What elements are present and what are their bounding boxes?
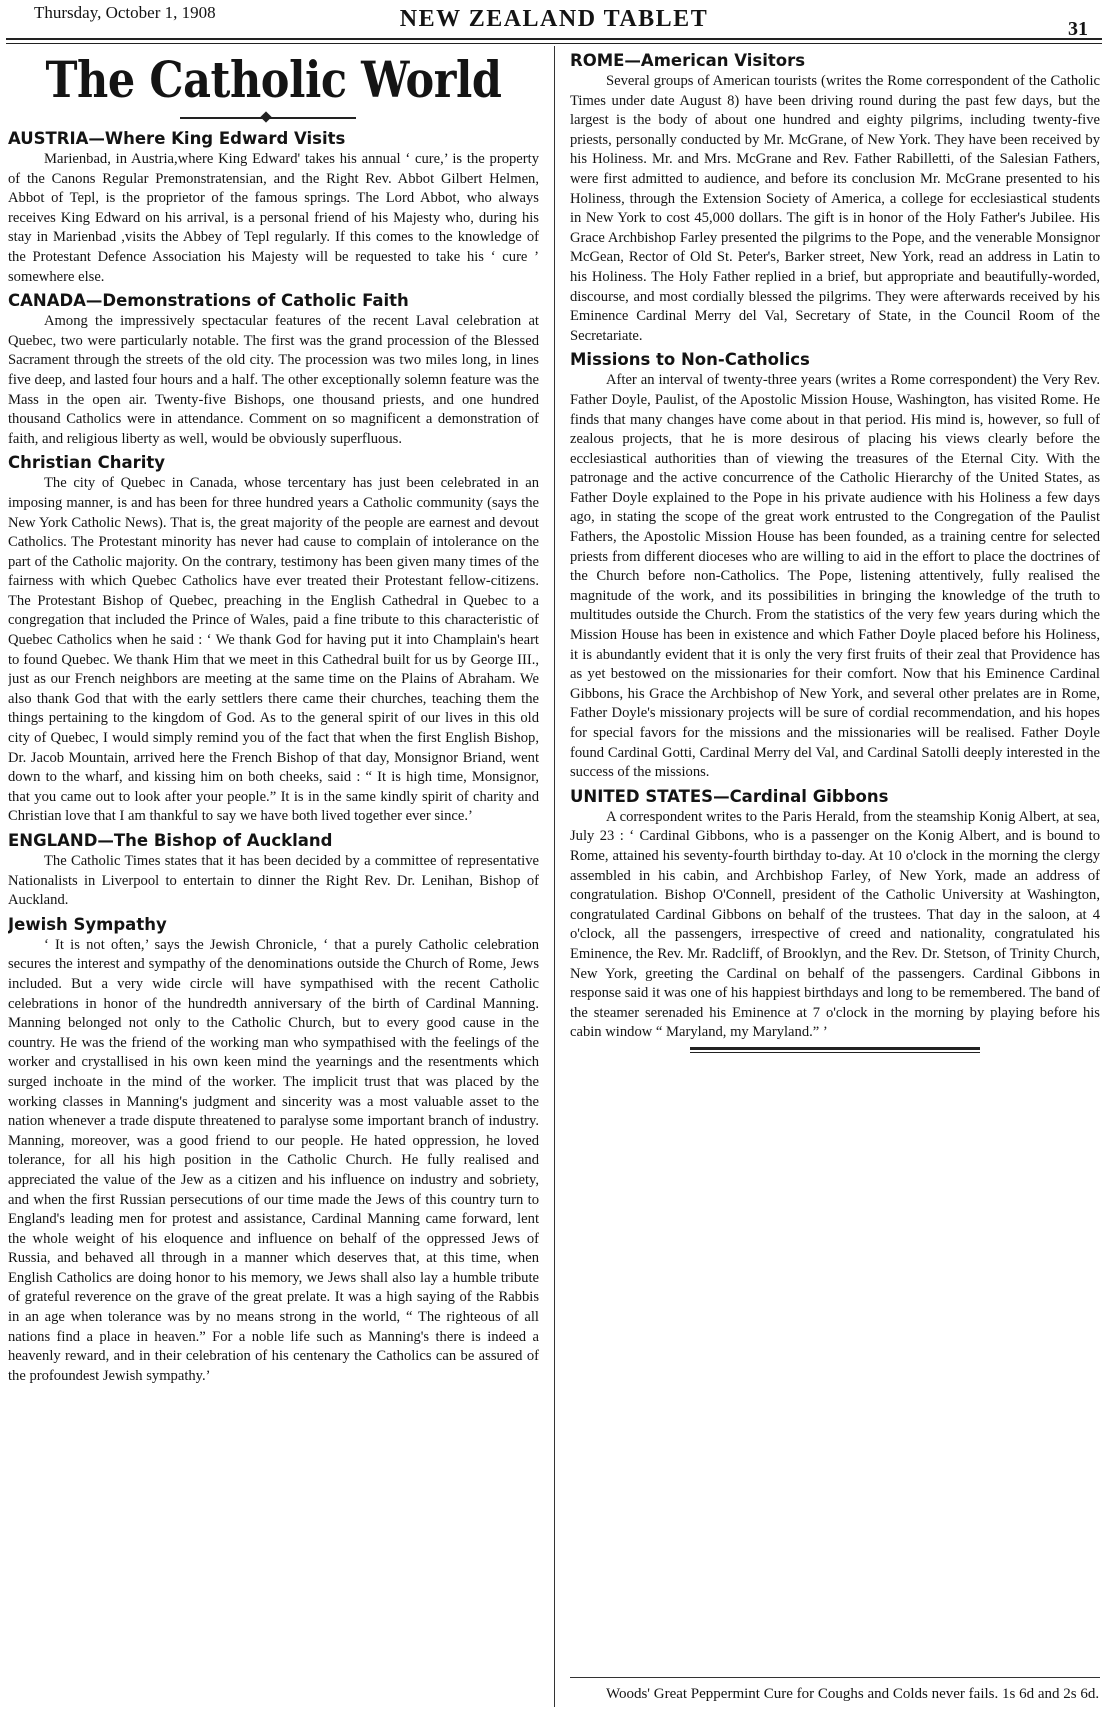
running-header — [6, 2, 1102, 40]
article-heading: ENGLAND—The Bishop of Auckland — [8, 831, 333, 850]
article-heading: CANADA—Demonstrations of Catholic Faith — [8, 291, 409, 311]
header-rule-thin — [6, 43, 1102, 44]
article-paragraph: The Catholic Times states that it has been decided by a committee of representative Nationalists in Liverpool to entertain to dinner the Right Rev. Dr. Lenihan, Bishop of Auckland. — [8, 853, 539, 909]
publication-title: NEW ZEALAND TABLET — [399, 6, 709, 32]
article-england — [8, 830, 539, 911]
masthead-ornament — [8, 110, 539, 126]
article-austria — [8, 128, 539, 287]
article-paragraph: After an interval of twenty-three years (writes a Rome correspondent) the Very Rev. Father Doyle, Paulist, of the Apostolic Mission House, Washington, has visited Rome. He finds that many changes have come about in that period. His mind is, however, so full of zealous projects, that he is more desirous of placing his views clearly before the ecclesiastical authorities than of viewing the treasures of the Eternal City. With the patronage and the active concurrence of the Catholic Hierarchy of the United States, as Father Doyle explained to the Pope in his private audience with his Holiness a few days ago, in stating the scope of the great work entrusted to the Congregation of the Paulist Fathers, the Apostolic Mission House has been founded, as a training centre for selected priests from different dioceses who are willing to aid in the effort to place the doctrines of the Church before non-Catholics. The Pope, listening attentively, fully realised the magnitude of the work, and its possibilities in bringing the knowledge of the truth to multitudes outside the Church. From the statistics of the very few years during which the Mission House has been in existence and which Father Doyle placed before his Holiness, it is abundantly evident that it is only the very first fruits of their zeal that Providence has as yet bestowed on the missionaries for their comfort. Now that his Eminence Cardinal Gibbons, his Grace the Archbishop of New York, and several other prelates are in Rome, Father Doyle's missionary projects will be sure of cordial recommendation, and his hopes for special favors for the missions and the missionaries will be realised. Father Doyle found Cardinal Gotti, Cardinal Merry del Val, and Cardinal Satolli deeply interested in the success of the missions. — [570, 372, 1100, 781]
article-paragraph: A correspondent writes to the Paris Herald, from the steamship Konig Albert, at sea, July 23 : ‘ Cardinal Gibbons, who is a passenger on the Konig Albert, and is bound to Rome, attained his seventy-fourth birthday to-day. At 10 o'clock in the morning the clergy assembled in his cabin, and Archbishop Farley, of New York, made an address of congratulation. Bishop O'Connell, president of the Catholic University at Washington, congratulated Cardinal Gibbons on behalf of the trustees. That day in the saloon, at 4 o'clock, all the passengers, irrespective of creed and nationality, congratulated his Eminence, the Rev. Mr. Radcliff, of Brooklyn, and the Rev. Dr. Stetson, of Trinity Church, New York, greeting the Cardinal on behalf of the passengers. Cardinal Gibbons in response said it was one of his happiest birthdays and long to be remembered. The band of the steamer serenaded his Eminence at 7 o'clock in the morning by playing before his cabin window “ Maryland, my Maryland.” ’ — [570, 808, 1100, 1041]
diamond-ornament-icon — [260, 111, 271, 122]
article-paragraph: The city of Quebec in Canada, whose tercentary has just been celebrated in an imposing manner, is and has been for three hundred years a Catholic community (says the New York Catholic News). That is, the great majority of the people are earnest and devout Catholics. The Protestant minority has never had cause to complain of intolerance on the part of the Catholic majority. On the contrary, testimony has been given many times of the fairness with which Quebec Catholics have ever treated their Protestant fellow-citizens. The Protestant Bishop of Quebec, preaching in the English Cathedral in Quebec to a congregation that included the Prince of Wales, paid a fine tribute to this characteristic of Quebec Catholics when he said : ‘ We thank God for having put it into Champlain's heart to found Quebec. We thank Him that we meet in this Cathedral built for us by George III., just as our French neighbors are meeting at the same time on the Plains of Abraham. We also thank God that with the early settlers there came their churches, teaching them the things pertaining to the kingdom of God. As to the general spirit of our lives in this old city of Quebec, I would simply remind you of the fact that when the first English Bishop, Dr. Jacob Mountain, arrived here the French Bishop of that day, Monsignor Briand, went down to the wharf, and kissing him on both cheeks, said : “ It is high time, Monsignor, that you came out to look after your people.” It is in the same kindly spirit of charity and Christian love that I am thankful to say we have both lived together ever since.’ — [8, 475, 539, 825]
section-rule — [690, 1047, 980, 1053]
article-missions — [570, 349, 1100, 782]
page-number: 31 — [1068, 18, 1088, 40]
article-heading: ROME—American Visitors — [570, 51, 806, 70]
article-heading: Christian Charity — [8, 453, 166, 473]
article-christian-charity — [8, 452, 539, 827]
issue-date: Thursday, October 1, 1908 — [34, 3, 216, 22]
section-masthead: The Catholic World — [45, 50, 502, 109]
left-column — [8, 48, 539, 1705]
article-rome-american-visitors — [570, 50, 1100, 346]
article-canada — [8, 290, 539, 449]
article-heading: UNITED STATES—Cardinal Gibbons — [570, 786, 889, 806]
article-paragraph: ‘ It is not often,’ says the Jewish Chronicle, ‘ that a purely Catholic celebration secures the interest and sympathy of the denominations outside the Church of Rome, Jews included. But a very wide circle will have sympathised with the recent Catholic celebrations in honor of the hundredth anniversary of the birth of Cardinal Manning. Manning belonged not only to the Catholic Church, but to every good cause in the country. He was the friend of the working man who sympathised with the feelings of the worker and crystallised in his own keen mind the yearnings and the resentments which surged inchoate in the mind of the worker. The implicit trust that was placed by the working classes in Manning's judgment and sincerity was a most valuable asset to the nation whenever a trade dispute threatened to paralyse some important branch of industry. Manning, moreover, was a good friend to our people. He hated oppression, he loved tolerance, for all his high position in the Catholic Church. He fully realised and appreciated the value of the Jew as a citizen and his influence on industry and sobriety, and when the first Russian persecutions of our time made the Jews of this country turn to England's leading men for protest and assistance, Cardinal Manning came forward, lent the whole weight of his eloquence and influence on behalf of the oppressed Jews of Russia, and behaved all through in a manner which deserves that, at this time, when English Catholics are doing honor to his memory, we Jews shall also lay a humble tribute of grateful reverence on the grave of the great prelate. It was a high saying of the Rabbis in an age when tolerance was by no means strong in the world, “ The righteous of all nations find a place in heaven.” For a noble life such as Manning's there is indeed a heavenly reward, and in their celebration of his centenary the Catholics can be assured of the profoundest Jewish sympathy.’ — [8, 936, 539, 1384]
article-paragraph: Marienbad, in Austria,where King Edward' takes his annual ‘ cure,’ is the property of the Canons Regular Premonstratensian, and the Right Rev. Abbot Gilbert Helmen, Abbot of Tepl, is the proprietor of the famous springs. The Lord Abbot, who always receives King Edward on his arrival, is a personal friend of his Majesty who, during his stay in Marienbad ,visits the Abbey of Tepl regularly. If this comes to the knowledge of the Protestant Defence Association his Majesty will be requested to take his ‘ cure ’ somewhere else. — [8, 151, 539, 285]
article-paragraph: Several groups of American tourists (writes the Rome correspondent of the Catholic Times under date August 8) have been driving round during the past few days, but the largest is the body of about one hundred and eighty pilgrims, including twenty-five priests, personally conducted by Mr. McGrane, of New York. They have been received by his Holiness. Mr. and Mrs. McGrane and Rev. Father Rabilletti, of the Salesian Fathers, were first admitted to audience, and before its conclusion Mr. McGrane presented to his Holiness, through the Extension Society of America, a college for ecclesiastical students in New York to cost 45,000 dollars. The gift is in honor of the Holy Father's Jubilee. His Grace Archbishop Farley presented the pilgrims to the Pope, and the venerable Monsignor McGean, Rector of Old St. Peter's, Barker street, New York, read an address in Latin to his Holiness. The Holy Father replied in a brief, but appropriate and beautifully-worded, discourse, and most cordially blessed the pilgrims. They were afterwards received by his Eminence Cardinal Merry del Val, Secretary of State, in the Council Room of the Secretariate. — [570, 73, 1100, 344]
header-rule — [6, 38, 1102, 40]
right-column — [570, 48, 1100, 1705]
advertisement-box — [570, 1677, 1100, 1705]
advertisement: Woods' Great Peppermint Cure for Coughs and Colds never fails. 1s 6d and 2s 6d. — [606, 1686, 1100, 1702]
article-jewish-sympathy — [8, 914, 539, 1387]
article-heading: AUSTRIA—Where King Edward Visits — [8, 129, 346, 148]
column-divider — [554, 46, 555, 1707]
article-paragraph: Among the impressively spectacular features of the recent Laval celebration at Quebec, two were particularly notable. The first was the grand procession of the Blessed Sacrament through the streets of the old city. The procession was two miles long, in lines five deep, and lasted four hours and a half. The other exceptionally solemn feature was the Mass in the open air. Twenty-five Bishops, one thousand priests, and one hundred thousand Catholics were in attendance. Comment on so magnificent a demonstration of faith, and religious liberty as well, would be obviously superfluous. — [8, 313, 539, 447]
article-united-states — [570, 786, 1100, 1043]
article-heading: Missions to Non-Catholics — [570, 350, 810, 370]
article-heading: Jewish Sympathy — [8, 914, 167, 934]
